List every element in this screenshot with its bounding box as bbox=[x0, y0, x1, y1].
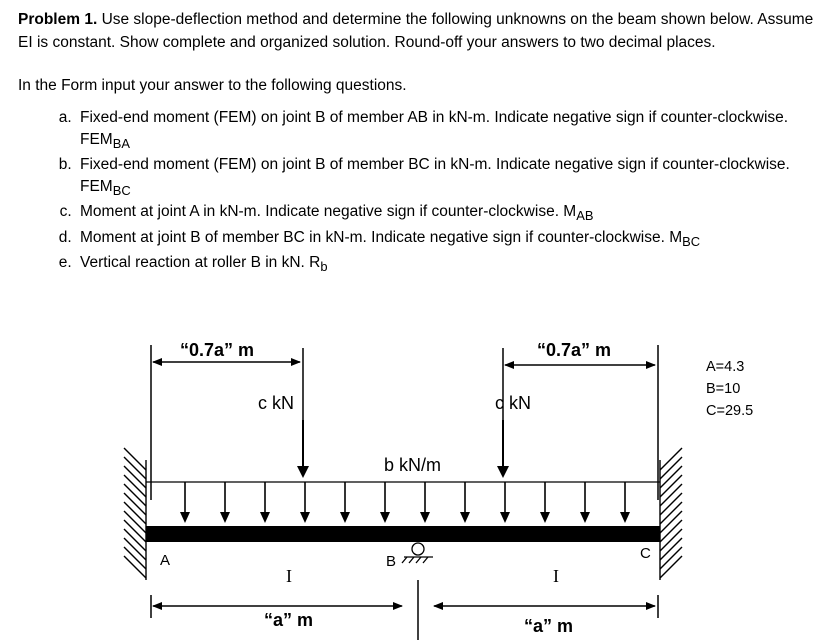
udl-arrow bbox=[540, 482, 550, 523]
span-left-label: “a” m bbox=[264, 610, 314, 630]
udl-arrow bbox=[300, 482, 310, 523]
problem-label: Problem 1. bbox=[18, 11, 98, 28]
dim-right-top bbox=[503, 345, 658, 500]
udl-arrow bbox=[340, 482, 350, 523]
udl-arrow bbox=[380, 482, 390, 523]
inertia-left-label: I bbox=[286, 566, 292, 586]
distributed-load-arrows bbox=[180, 482, 630, 523]
parameter-values bbox=[706, 356, 753, 422]
udl-arrow bbox=[580, 482, 590, 523]
distributed-load bbox=[146, 482, 660, 523]
question-d: d. Moment at joint B of member BC in kN-m. Indicate negative sign if counter-clockwise. $M_{BC}$ bbox=[76, 227, 818, 253]
question-a: a. Fixed-end moment (FEM) on joint B of member AB in kN-m. Indicate negative sign if counter-clockwise. $FEM_{BA}$ bbox=[76, 107, 818, 154]
question-b: b. Fixed-end moment (FEM) on joint B of member BC in kN-m. Indicate negative sign if counter-clockwise. $FEM_{BC}$ bbox=[76, 154, 818, 201]
param-c: C=29.5 bbox=[706, 403, 754, 419]
udl-arrow bbox=[420, 482, 430, 523]
dim-right-top-label: “0.7a” m bbox=[537, 340, 612, 360]
distributed-load-label: b kN/m bbox=[384, 455, 442, 475]
point-load-right-arrow bbox=[497, 420, 509, 478]
inertia-right-label: I bbox=[553, 566, 559, 586]
point-load-left-arrow bbox=[297, 420, 309, 478]
question-c: c. Moment at joint A in kN-m. Indicate negative sign if counter-clockwise. $M_{AB}$ bbox=[76, 201, 818, 227]
udl-arrow bbox=[220, 482, 230, 523]
support-a-label: A bbox=[160, 552, 171, 569]
udl-arrow bbox=[620, 482, 630, 523]
udl-arrow bbox=[500, 482, 510, 523]
problem-body: Use slope-deflection method and determine the following unknowns on the beam shown below. Assume EI is constant. Show complete and organized solution. Round-off your answers to two decimal places. bbox=[18, 11, 814, 51]
dim-left-top bbox=[151, 345, 303, 500]
question-list bbox=[18, 107, 818, 278]
fixed-support-a bbox=[124, 448, 146, 580]
dim-bottom bbox=[151, 580, 658, 640]
point-load-right-label: c kN bbox=[495, 393, 531, 413]
point-load-left-label: c kN bbox=[258, 393, 294, 413]
problem-statement bbox=[18, 8, 818, 54]
problem-text-block bbox=[18, 8, 818, 278]
fixed-support-c bbox=[660, 448, 682, 580]
question-e: e. Vertical reaction at roller B in kN. $R_b$ bbox=[76, 252, 818, 278]
form-instruction: In the Form input your answer to the following questions. bbox=[18, 77, 407, 94]
param-b: B=10 bbox=[706, 381, 741, 397]
udl-arrow bbox=[180, 482, 190, 523]
support-b-label: B bbox=[386, 553, 397, 570]
dim-left-top-label: “0.7a” m bbox=[180, 340, 255, 360]
udl-arrow bbox=[460, 482, 470, 523]
roller-support-b bbox=[402, 543, 433, 563]
span-right-label: “a” m bbox=[524, 616, 574, 636]
param-a: A=4.3 bbox=[706, 359, 745, 375]
udl-arrow bbox=[260, 482, 270, 523]
support-c-label: C bbox=[640, 545, 651, 562]
beam bbox=[146, 526, 660, 542]
